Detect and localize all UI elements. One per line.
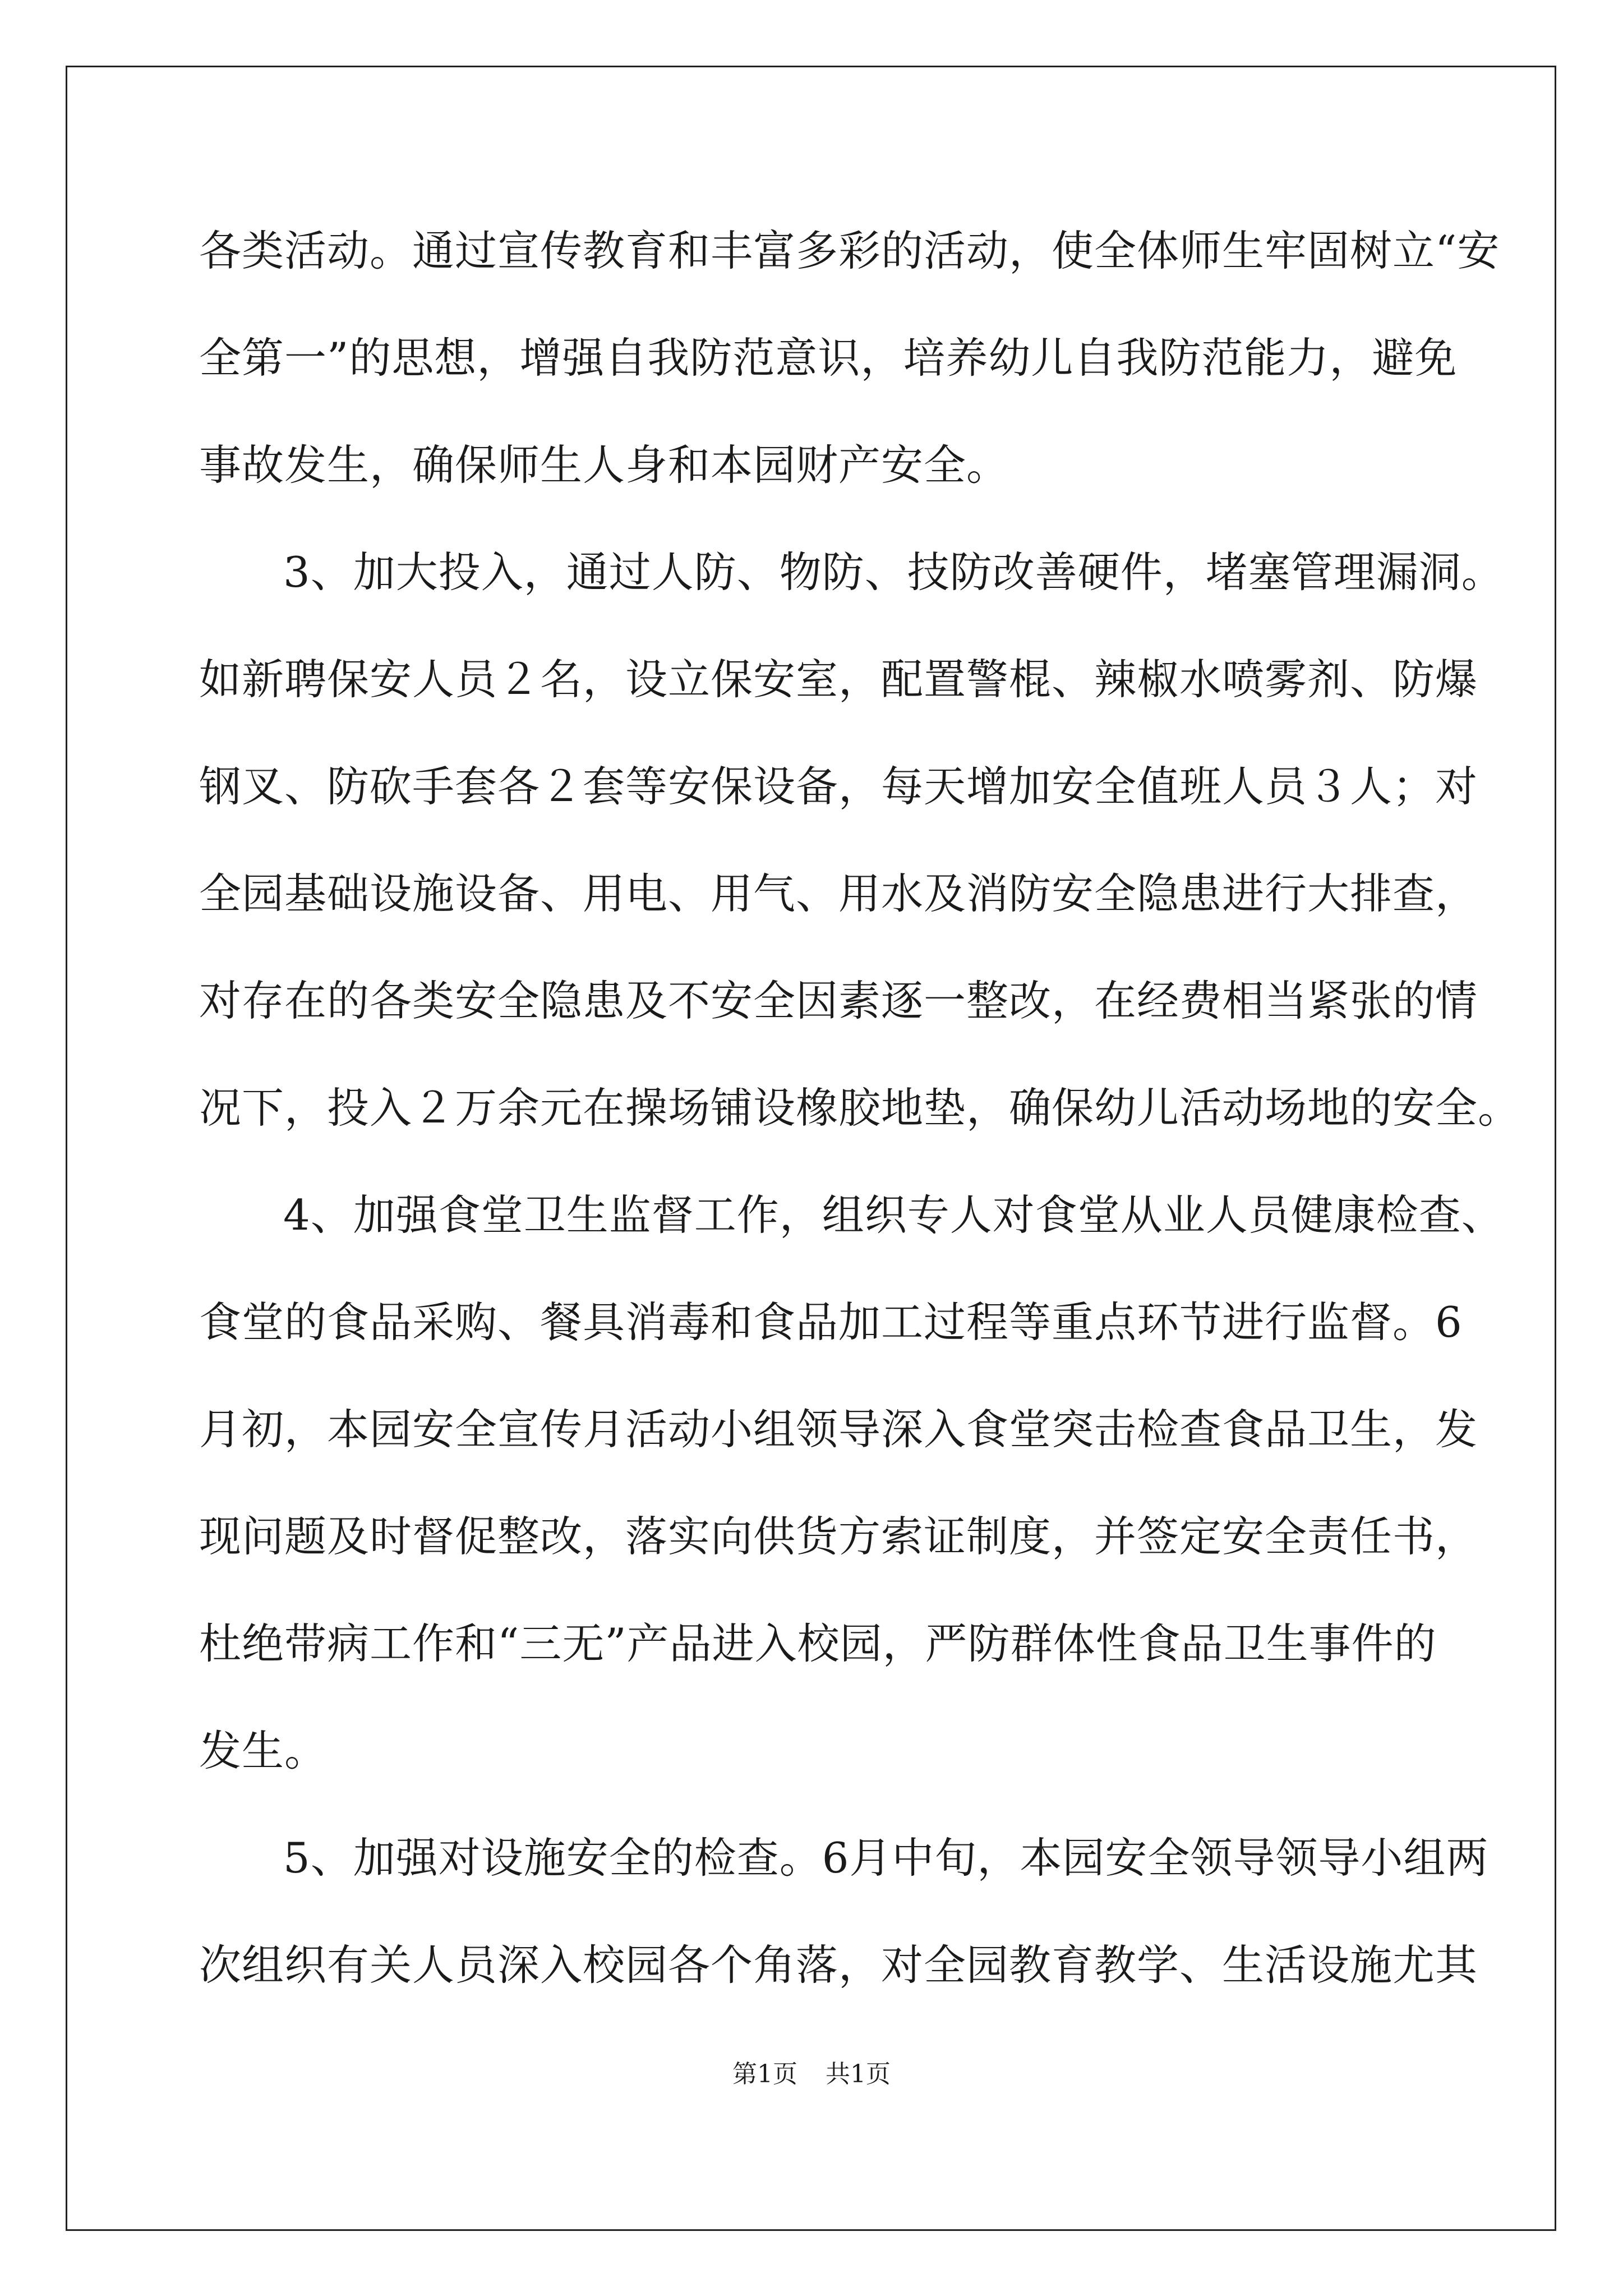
text-line: 食堂的食品采购、餐具消毒和食品加工过程等重点环节进行监督。6 — [199, 1297, 1463, 1347]
text-line: 杜绝带病工作和“三无”产品进入校园，严防群体性食品卫生事件的 — [199, 1619, 1437, 1668]
text-line: 事故发生，确保师生人身和本园财产安全。 — [199, 440, 1009, 490]
text-line: 全园基础设施设备、用电、用气、用水及消防安全隐患进行大排查， — [199, 869, 1478, 918]
text-line: 发生。 — [199, 1726, 328, 1775]
page-number-total: 共1页 — [826, 2060, 891, 2088]
text-line: 次组织有关人员深入校园各个角落，对全园教育教学、生活设施尤其 — [199, 1940, 1478, 1990]
page-number-current: 第1页 — [732, 2060, 797, 2088]
document-body — [199, 197, 1521, 2019]
text-line: 钢叉、防砍手套各２套等安保设备，每天增加安全值班人员３人；对 — [199, 762, 1478, 811]
page-footer — [0, 2058, 1623, 2091]
text-line: 对存在的各类安全隐患及不安全因素逐一整改，在经费相当紧张的情 — [199, 976, 1478, 1025]
text-line: 况下，投入２万余元在操场铺设橡胶地垫，确保幼儿活动场地的安全。 — [199, 1083, 1521, 1133]
paragraph-start-4: 4、加强食堂卫生监督工作，组织专人对食堂从业人员健康检查、 — [283, 1190, 1504, 1240]
text-line: 如新聘保安人员２名，设立保安室，配置警棍、辣椒水喷雾剂、防爆 — [199, 655, 1478, 704]
paragraph-start-3: 3、加大投入，通过人防、物防、技防改善硬件，堵塞管理漏洞。 — [283, 547, 1504, 597]
text-line: 各类活动。通过宣传教育和丰富多彩的活动，使全体师生牢固树立“安 — [199, 226, 1500, 275]
text-line: 月初，本园安全宣传月活动小组领导深入食堂突击检查食品卫生，发 — [199, 1405, 1478, 1454]
text-line: 现问题及时督促整改，落实向供货方索证制度，并签定安全责任书， — [199, 1512, 1478, 1561]
paragraph-start-5: 5、加强对设施安全的检查。6月中旬，本园安全领导领导小组两 — [283, 1833, 1489, 1883]
text-line: 全第一”的思想，增强自我防范意识，培养幼儿自我防范能力，避免 — [199, 333, 1458, 383]
